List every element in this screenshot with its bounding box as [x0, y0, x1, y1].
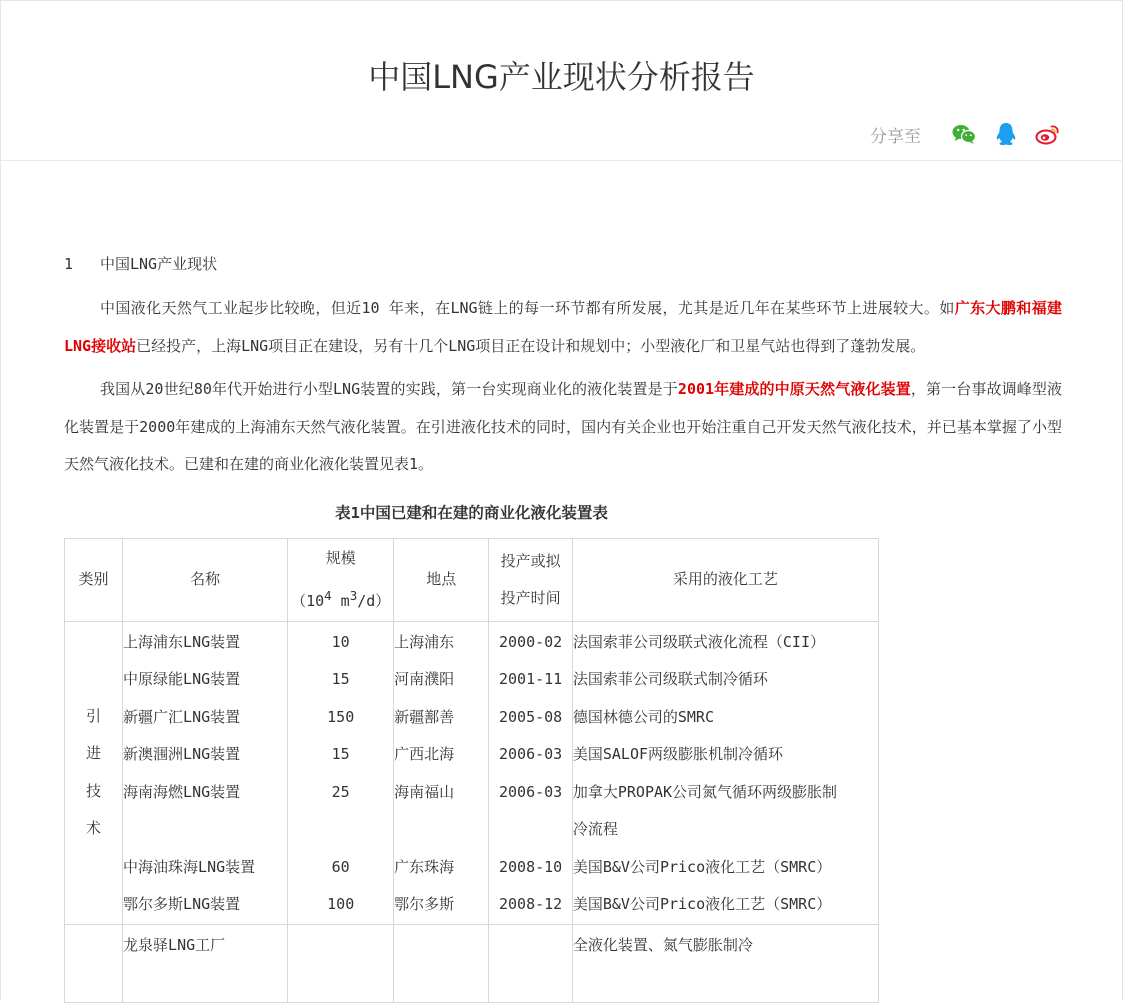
paragraph-1-text-a: 中国液化天然气工业起步比较晚，但近10 年来，在LNG链上的每一环节都有所发展，尤其是近几年在某些环节上进展较大。如 — [100, 299, 955, 317]
date-cell — [489, 924, 573, 1002]
plant-process: 美国SALOF两级膨胀机制冷循环 — [572, 745, 784, 763]
category-char: 术 — [86, 819, 102, 837]
section-heading — [64, 244, 1062, 284]
plant-location: 新疆鄯善 — [394, 707, 455, 726]
qq-icon[interactable] — [993, 121, 1019, 147]
wechat-icon[interactable] — [951, 121, 977, 147]
paragraph-1 — [64, 290, 1062, 365]
date-cell — [489, 621, 573, 924]
share-bar — [870, 121, 1061, 147]
category-char: 引 — [86, 706, 102, 725]
table-caption: 表1中国已建和在建的商业化液化装置表 — [335, 503, 608, 522]
header-date — [489, 538, 573, 621]
header-date-line1: 投产或拟 — [500, 551, 561, 570]
plant-date — [489, 811, 572, 849]
category-char: 进 — [86, 744, 102, 762]
paragraph-1-text-b: 已经投产，上海LNG项目正在建设，另有十几个LNG项目正在设计和规划中；小型液化厂和卫星气站也得到了蓬勃发展。 — [136, 336, 926, 355]
plant-scale: 150 — [327, 707, 355, 726]
plant-process: 加拿大PROPAK公司氮气循环两级膨胀制 — [572, 782, 838, 801]
plant-name: 中海油珠海LNG装置 — [123, 857, 256, 876]
plant-location: 广东珠海 — [394, 857, 455, 876]
plant-date: 2006-03 — [498, 782, 563, 801]
plant-process: 美国B&V公司Prico液化工艺（SMRC） — [572, 857, 832, 876]
plant-process: 法国索菲公司级联式制冷循环 — [572, 670, 768, 688]
paragraph-2 — [64, 371, 1062, 484]
plant-name: 海南海燃LNG装置 — [123, 782, 241, 801]
paragraph-2-text-b: ，第一台事故调峰型液化装置是于2000年建成的上海浦东天然气液化装置。在引进液化技术的同时，国内有关企业也开始注重自己开发天然气液化技术，并已基本掌握了小型天然气液化技术。已建和在建的商业化液化装置见表1。 — [64, 380, 1062, 473]
table-group-imported — [65, 621, 879, 924]
section-number: 1 — [64, 255, 74, 273]
article-body — [64, 244, 1062, 1003]
plant-name: 新疆广汇LNG装置 — [123, 707, 241, 726]
header-scale — [288, 538, 394, 621]
plant-scale — [288, 811, 393, 849]
plant-name: 中原绿能LNG装置 — [123, 670, 241, 688]
section-title: 中国LNG产业现状 — [100, 255, 218, 273]
scale-unit-sup1: 4 — [324, 587, 332, 603]
highlight-text: 2001年建成的中原天然气液化装置 — [677, 380, 911, 398]
plant-scale: 100 — [327, 895, 355, 913]
category-cell — [65, 621, 123, 924]
table-row — [65, 924, 879, 1002]
header-name: 名称 — [123, 538, 288, 621]
plant-name — [123, 811, 287, 849]
plant-date: 2006-03 — [498, 745, 563, 763]
plant-scale: 15 — [331, 670, 350, 688]
plant-name: 鄂尔多斯LNG装置 — [123, 895, 241, 913]
plant-date: 2001-11 — [498, 670, 563, 688]
name-cell — [123, 621, 288, 924]
plant-date: 2008-12 — [498, 895, 563, 913]
plant-location: 海南福山 — [394, 782, 455, 801]
process-cell — [572, 924, 878, 1002]
weibo-icon[interactable] — [1035, 121, 1061, 147]
scale-unit-a: （10 — [291, 591, 325, 610]
plant-location: 河南濮阳 — [394, 670, 455, 688]
plant-process: 美国B&V公司Prico液化工艺（SMRC） — [572, 895, 832, 913]
table-row — [65, 621, 879, 924]
plant-location: 鄂尔多斯 — [394, 895, 455, 913]
plant-process: 法国索菲公司级联式液化流程（CII） — [572, 632, 825, 651]
plant-process: 德国林德公司的SMRC — [572, 707, 714, 726]
header-scale-line1: 规模 — [325, 548, 356, 567]
table-group-domestic — [65, 924, 879, 1002]
header-category: 类别 — [65, 538, 123, 621]
scale-unit-c: /d） — [357, 591, 391, 610]
plant-date: 2000-02 — [498, 632, 563, 651]
plant-date: 2008-10 — [498, 857, 563, 876]
liquefaction-table — [64, 538, 879, 1003]
plant-scale: 10 — [331, 632, 350, 651]
share-label: 分享至 — [870, 126, 921, 147]
paragraph-2-text-a: 我国从20世纪80年代开始进行小型LNG装置的实践，第一台实现商业化的液化装置是于 — [100, 380, 678, 398]
plant-scale: 15 — [331, 745, 350, 763]
plant-scale: 60 — [331, 857, 350, 876]
category-cell — [65, 924, 123, 1002]
scale-cell — [288, 621, 394, 924]
plant-process: 冷流程 — [572, 820, 618, 838]
name-cell — [123, 924, 288, 1002]
highlight-text: 广东大鹏和福建LNG接收站 — [64, 299, 1062, 355]
page-title: 中国LNG产业现状分析报告 — [368, 58, 755, 96]
plant-date: 2005-08 — [498, 707, 563, 726]
plant-name-spacer — [123, 964, 287, 1002]
plant-location — [394, 811, 488, 849]
location-cell — [394, 924, 489, 1002]
header-scale-line2 — [288, 577, 393, 620]
plant-location: 上海浦东 — [394, 632, 455, 651]
header-location: 地点 — [394, 538, 489, 621]
scale-unit-sup2: 3 — [349, 587, 358, 603]
table-header-row — [65, 538, 879, 621]
scale-cell — [288, 924, 394, 1002]
plant-name: 龙泉驿LNG工厂 — [123, 935, 226, 954]
article-header — [0, 0, 1123, 161]
category-char: 技 — [86, 781, 102, 800]
plant-scale: 25 — [331, 782, 350, 801]
process-cell — [572, 621, 878, 924]
plant-name: 新澳涠洲LNG装置 — [123, 745, 241, 763]
scale-unit-b: m — [331, 591, 350, 610]
header-date-line2: 投产时间 — [500, 588, 561, 607]
plant-location: 广西北海 — [394, 745, 455, 763]
plant-name: 上海浦东LNG装置 — [123, 632, 241, 651]
location-cell — [394, 621, 489, 924]
header-process: 采用的液化工艺 — [572, 538, 878, 621]
plant-process: 全液化装置、氮气膨胀制冷 — [572, 935, 753, 954]
